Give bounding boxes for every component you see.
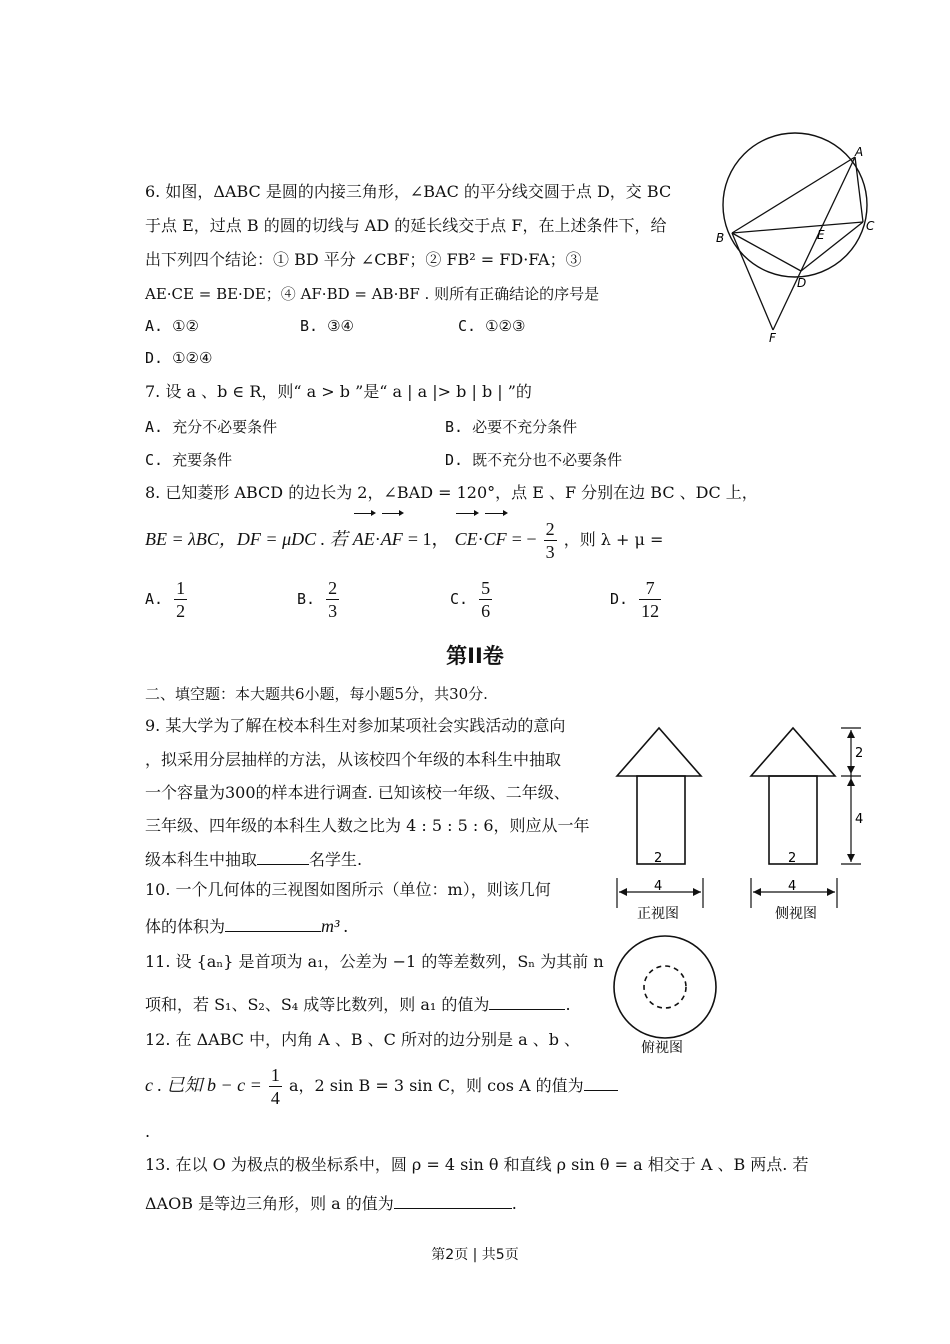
side-view-dim-2: 2 <box>788 851 797 866</box>
q7-line-1: 7. 设 a 、b ∈ R，则“ a > b ”是“ a | a |> b | b | ”的 <box>145 382 532 401</box>
vert-arrow-1 <box>847 730 855 738</box>
label-a: A <box>855 145 864 159</box>
q7-option-d: D. 既不充分也不必要条件 <box>445 451 623 469</box>
q9-line-4: 三年级、四年级的本科生人数之比为 4 : 5 : 5 : 6，则应从一年 <box>145 816 590 835</box>
q7-option-c: C. 充要条件 <box>145 451 233 469</box>
q8-option-d: D. $\frac{7}{12}$ <box>610 578 660 621</box>
q11-answer-blank[interactable] <box>489 993 565 1010</box>
q10-line-2: 体的体积为 m³ . <box>145 916 349 936</box>
part2-header: 二、填空题：本大题共6小题，每小题5分，共30分. <box>145 685 488 703</box>
q9-answer-blank[interactable] <box>257 848 309 865</box>
circumcircle <box>723 133 867 277</box>
label-b: B <box>716 231 725 245</box>
q6-option-b: B. ③④ <box>300 317 354 335</box>
side-view-roof <box>751 728 835 776</box>
vert-dim-4: 4 <box>855 812 864 827</box>
q11-line-1: 11. 设 {aₙ} 是首项为 a₁，公差为 −1 的等差数列，Sₙ 为其前 n <box>145 952 604 971</box>
top-view-inner-circle <box>644 966 686 1008</box>
vert-arrow-3 <box>847 778 855 786</box>
page-footer: 第2页 | 共5页 <box>431 1247 519 1263</box>
q8-option-c: C. $\frac{5}{6}$ <box>450 578 491 621</box>
front-view-arrow-right <box>693 888 701 896</box>
top-view-label: 俯视图 <box>641 1040 683 1056</box>
q8-line-2: BE = λBC，DF = μDC . 若 AE·AF = 1， CE·CF = − $\frac{2}{3}$ ，则 λ + μ = <box>145 516 663 563</box>
segment-bf <box>732 233 773 330</box>
q11-line-2: 项和，若 S₁、S₂、S₄ 成等比数列，则 a₁ 的值为 . <box>145 995 571 1014</box>
segment-bc <box>732 222 863 233</box>
q12-line-1: 12. 在 ΔABC 中，内角 A 、B 、C 所对的边分别是 a 、b 、 <box>145 1030 581 1049</box>
label-d: D <box>797 276 807 290</box>
segment-ac <box>855 157 863 222</box>
q13-line-1: 13. 在以 O 为极点的极坐标系中，圆 ρ = 4 sin θ 和直线 ρ sin θ = a 相交于 A 、B 两点. 若 <box>145 1155 809 1174</box>
label-c: C <box>866 219 875 233</box>
vert-arrow-2 <box>847 766 855 774</box>
q8-option-a: A. $\frac{1}{2}$ <box>145 578 186 621</box>
q9-line-1: 9. 某大学为了解在校本科生对参加某项社会实践活动的意向 <box>145 716 566 735</box>
q6-option-d: D. ①②④ <box>145 349 213 367</box>
q6-line-1: 6. 如图，ΔABC 是圆的内接三角形，∠BAC 的平分线交圆于点 D，交 BC <box>145 182 672 201</box>
q8-option-b: B. $\frac{2}{3}$ <box>297 578 338 621</box>
front-view-arrow-left <box>619 888 627 896</box>
front-view-roof <box>617 728 701 776</box>
front-view-label: 正视图 <box>637 906 679 922</box>
side-view-dim-4: 4 <box>788 879 797 894</box>
q6-line-2: 于点 E，过点 B 的圆的切线与 AD 的延长线交于点 F，在上述条件下，给 <box>145 216 667 235</box>
q6-line-3: 出下列四个结论：① BD 平分 ∠CBF；② FB² = FD·FA；③ <box>145 250 582 269</box>
q9-line-2: ，拟采用分层抽样的方法，从该校四个年级的本科生中抽取 <box>145 750 562 769</box>
side-view-label: 侧视图 <box>775 906 817 922</box>
front-view-dim-2: 2 <box>654 851 663 866</box>
q6-line-4: AE·CE = BE·DE；④ AF·BD = AB·BF . 则所有正确结论的序号是 <box>145 285 600 303</box>
q13-answer-blank[interactable] <box>394 1192 512 1209</box>
top-view-outer-circle <box>614 936 716 1038</box>
q13-line-2: ΔAOB 是等边三角形，则 a 的值为 . <box>145 1194 517 1213</box>
q10-answer-blank[interactable] <box>225 915 321 932</box>
q7-option-b: B. 必要不充分条件 <box>445 418 578 436</box>
q10-line-1: 10. 一个几何体的三视图如图所示（单位：m），则该几何 <box>145 880 551 899</box>
q6-option-a: A. ①② <box>145 317 199 335</box>
q9-line-3: 一个容量为300的样本进行调查. 已知该校一年级、二年级、 <box>145 783 570 802</box>
q8-line-1: 8. 已知菱形 ABCD 的边长为 2，∠BAD = 120°，点 E 、F 分别在边 BC 、DC 上， <box>145 483 758 502</box>
q6-option-c: C. ①②③ <box>458 317 526 335</box>
front-view-dim-4: 4 <box>654 879 663 894</box>
q12-line-2: c . 已知 b − c = $\frac{1}{4}$ a，2 sin B = 3 sin C，则 cos A 的值为 <box>145 1062 618 1109</box>
q12-answer-blank[interactable] <box>584 1074 618 1091</box>
side-view-arrow-right <box>827 888 835 896</box>
side-view-arrow-left <box>753 888 761 896</box>
q7-option-a: A. 充分不必要条件 <box>145 418 278 436</box>
q9-line-5: 级本科生中抽取 名学生. <box>145 850 363 869</box>
q12-line-3: . <box>145 1122 151 1141</box>
q6-circle-figure <box>705 130 900 345</box>
vert-dim-2: 2 <box>855 746 864 761</box>
vert-arrow-4 <box>847 854 855 862</box>
label-e: E <box>817 228 825 242</box>
segment-bd <box>732 233 801 271</box>
label-f: F <box>769 331 776 345</box>
section-title: 第II卷 <box>446 644 504 668</box>
three-views-figure <box>605 720 890 1065</box>
